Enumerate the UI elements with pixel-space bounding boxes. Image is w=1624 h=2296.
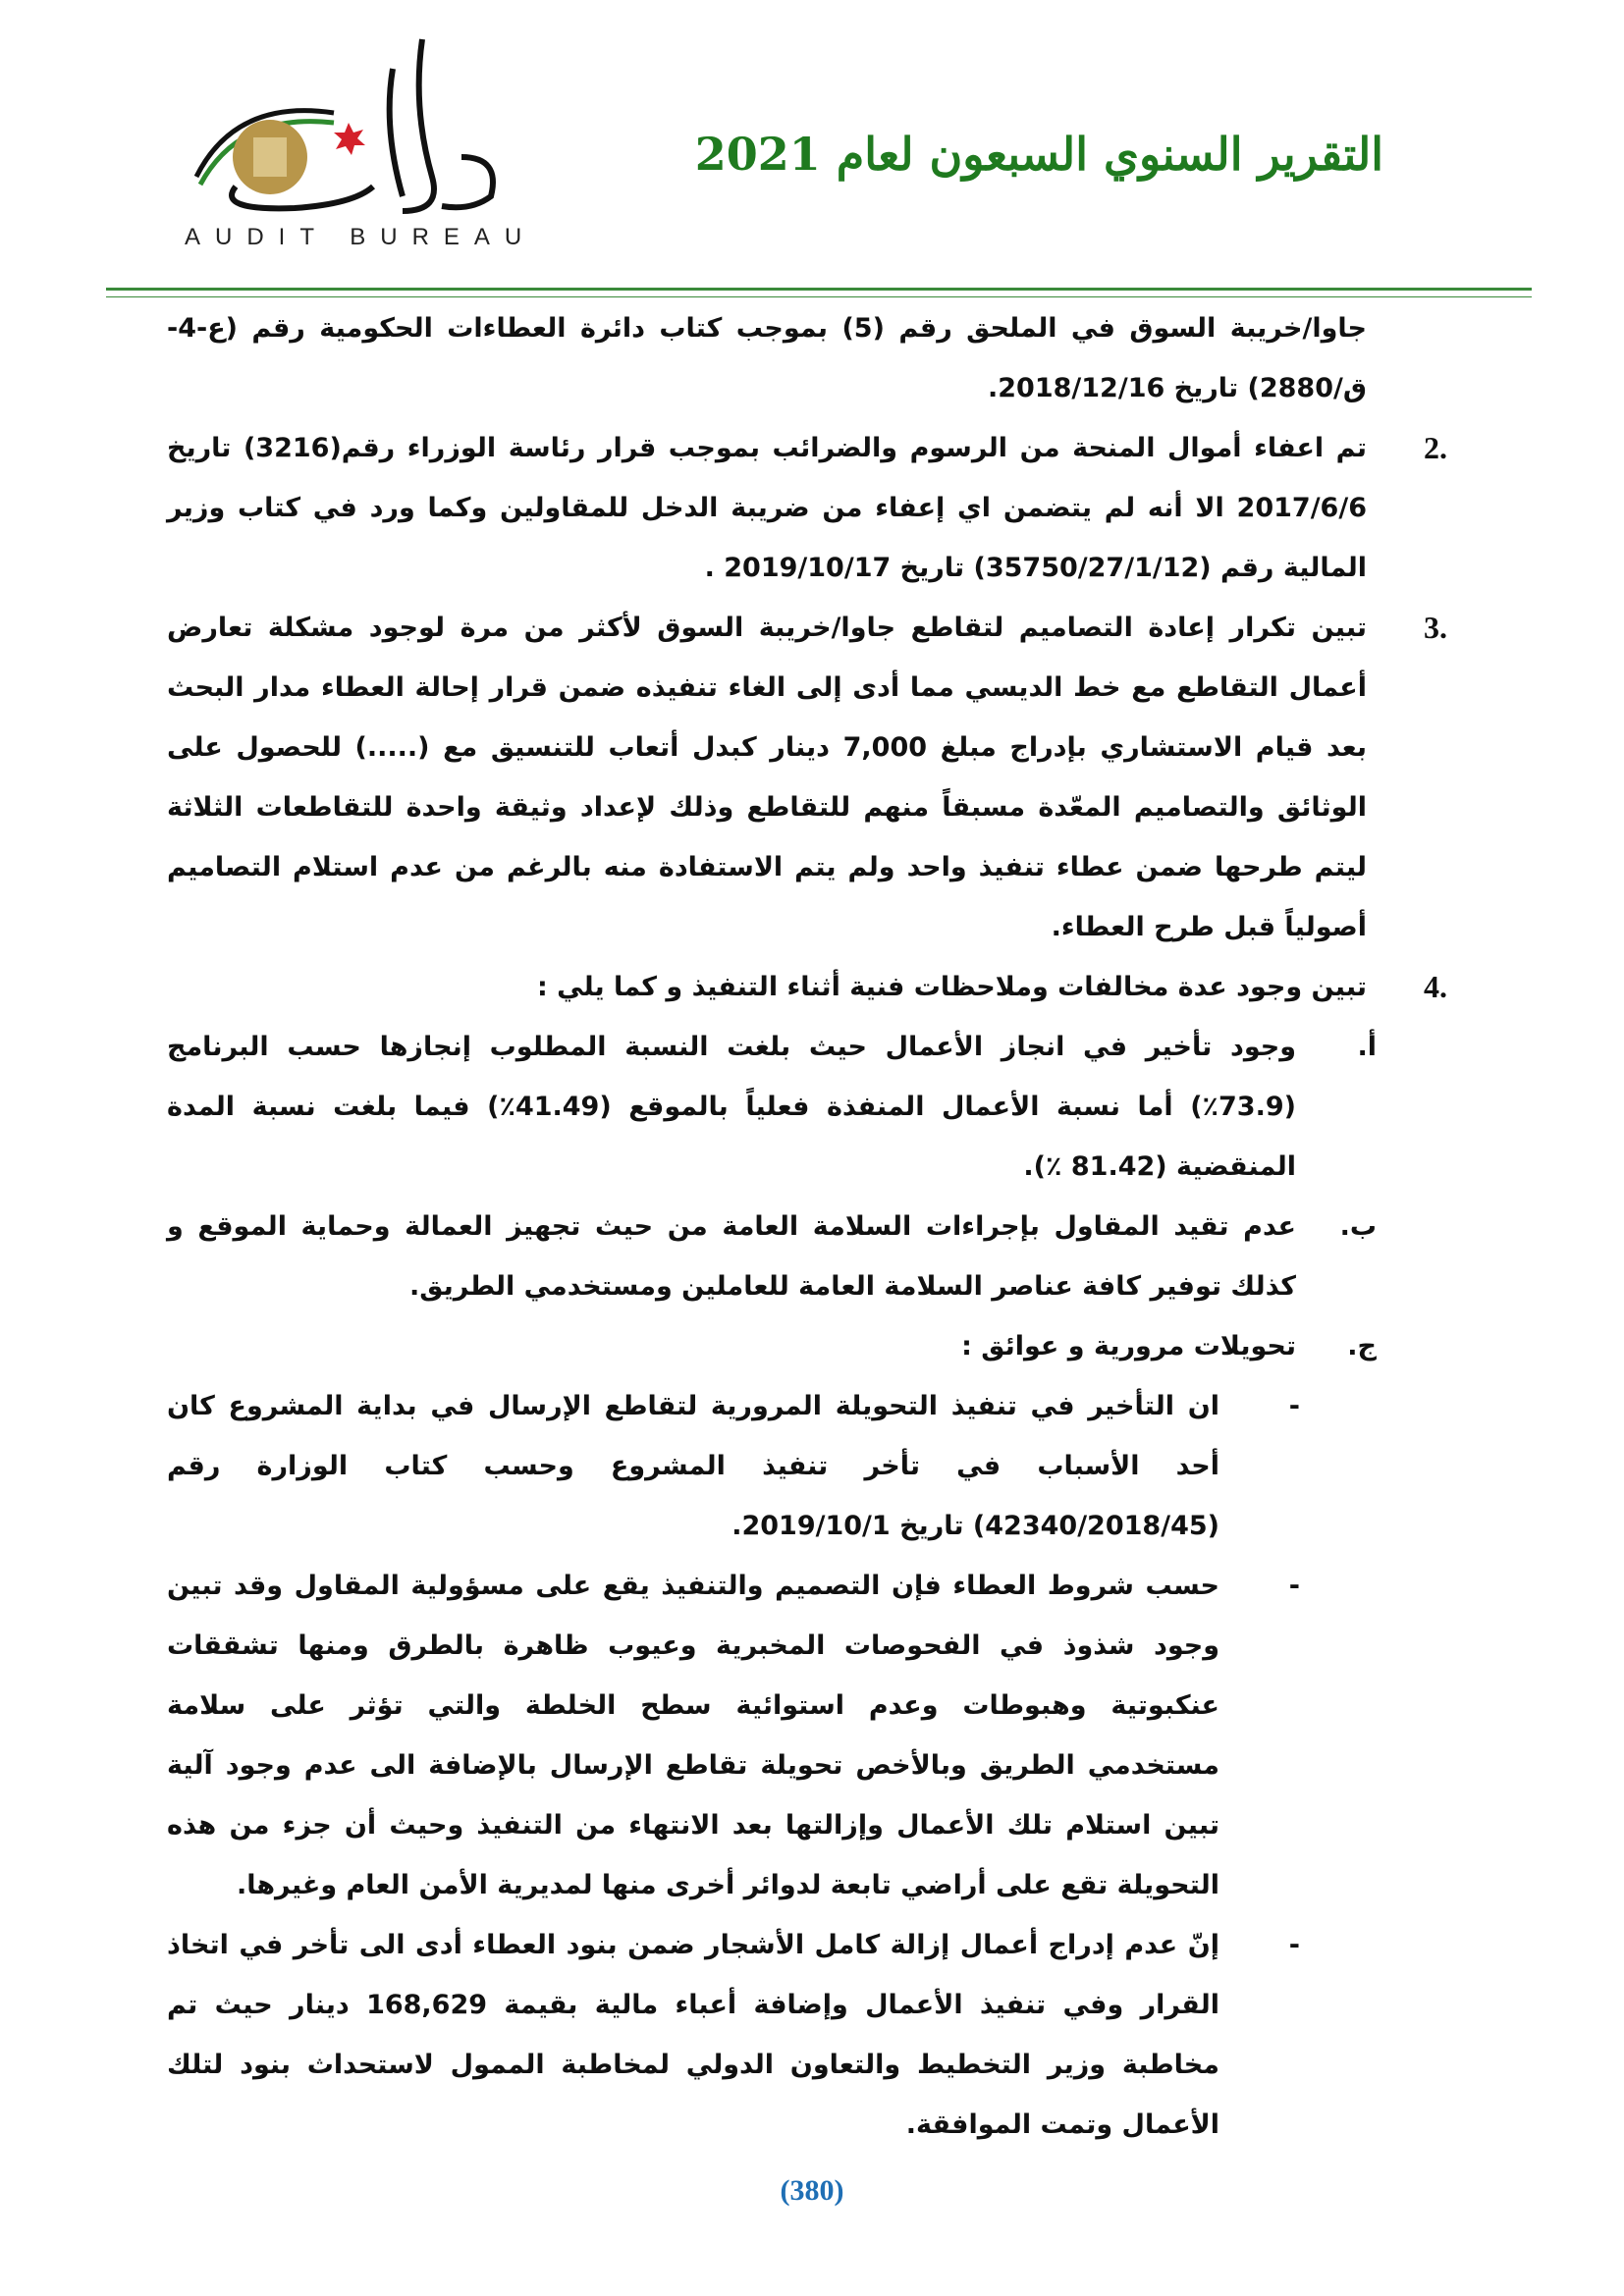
sub-item-marker: ب. bbox=[1339, 1211, 1377, 1242]
list-item-text: تبين وجود عدة مخالفات وملاحظات فنية أثناء التنفيذ و كما يلي : bbox=[536, 972, 1367, 1002]
audit-bureau-logo bbox=[177, 29, 560, 216]
dash-item bbox=[167, 1376, 1447, 1556]
list-item-text: تم اعفاء أموال المنحة من الرسوم والضرائب بموجب قرار رئاسة الوزراء رقم(3216) تاريخ 2017/6/6 الا أنه لم يتضمن اي إعفاء من ضريبة الدخل للمقاولين وكما ورد في كتاب وزير المالية رقم (35750/27/1/12) تاريخ 2019/10/17 . bbox=[167, 433, 1367, 583]
sub-item bbox=[167, 1017, 1447, 1197]
list-item-text: تبين تكرار إعادة التصاميم لتقاطع جاوا/خريبة السوق لأكثر من مرة لوجود مشكلة تعارض أعمال التقاطع مع خط الديسي مما أدى إلى الغاء تنفيذه ضمن قرار إحالة العطاء مدار البحث بعد قيام الاستشاري بإدراج مبلغ 7,000 دينار كبدل أتعاب للتنسيق مع (.....) للحصول على الوثائق والتصاميم المعّدة مسبقاً منهم للتقاطع وذلك لإعداد وثيقة واحدة للتقاطعات الثلاثة ليتم طرحها ضمن عطاء تنفيذ واحد ولم يتم الاستفادة منه بالرغم من عدم استلام التصاميم أصولياً قبل طرح العطاء. bbox=[167, 613, 1368, 942]
dash-marker: - bbox=[1288, 1571, 1300, 1601]
page-header bbox=[0, 0, 1624, 298]
dash-item-text: حسب شروط العطاء فإن التصميم والتنفيذ يقع على مسؤولية المقاول وقد تبين وجود شذوذ في الفحوصات المخبرية وعيوب ظاهرة بالطرق ومنها تشققات عنكبوتية وهبوطات وعدم استوائية سطح الخلطة والتي تؤثر على سلامة مستخدمي الطريق وبالأخص تحويلة تقاطع الإرسال بالإضافة الى عدم وجود آلية تبين استلام تلك الأعمال وإزالتها بعد الانتهاء من التنفيذ وحيث أن جزء من هذه التحويلة تقع على أراضي تابعة لدوائر أخرى منها لمديرية الأمن العام وغيرها. bbox=[167, 1571, 1219, 1900]
dash-item bbox=[167, 1915, 1447, 2155]
dash-item-text: ان التأخير في تنفيذ التحويلة المرورية لتقاطع الإرسال في بداية المشروع كان أحد الأسباب في تأخر تنفيذ المشروع وحسب كتاب الوزارة رقم (42340/2018/45) تاريخ 2019/10/1. bbox=[167, 1391, 1219, 1541]
continuation-paragraph: جاوا/خريبة السوق في الملحق رقم (5) بموجب كتاب دائرة العطاءات الحكومية رقم (ع-4-ق/2880) تاريخ 2018/12/16. bbox=[167, 313, 1367, 403]
list-item bbox=[167, 957, 1447, 1017]
logo-english-text: AUDIT BUREAU bbox=[185, 224, 537, 250]
sub-item-marker: أ. bbox=[1357, 1032, 1377, 1062]
list-item bbox=[167, 598, 1447, 957]
header-divider bbox=[106, 288, 1532, 297]
sub-item bbox=[167, 1316, 1447, 1376]
item-marker: 4. bbox=[1424, 969, 1447, 1004]
dash-marker: - bbox=[1288, 1391, 1300, 1421]
sub-item bbox=[167, 1197, 1447, 1316]
report-title: التقرير السنوي السبعون لعام 2021 bbox=[694, 128, 1383, 181]
page-number: (380) bbox=[780, 2174, 844, 2207]
document-body bbox=[167, 298, 1447, 2155]
continuation-row bbox=[167, 298, 1447, 418]
sub-item-text: عدم تقيد المقاول بإجراءات السلامة العامة من حيث تجهيز العمالة وحماية الموقع و كذلك توفير كافة عناصر السلامة العامة للعاملين ومستخدمي الطريق. bbox=[167, 1211, 1296, 1302]
list-item bbox=[167, 418, 1447, 598]
item-marker: 3. bbox=[1424, 610, 1447, 645]
sub-item-text: تحويلات مرورية و عوائق : bbox=[961, 1331, 1296, 1362]
sub-item-marker: ج. bbox=[1347, 1331, 1377, 1362]
dash-item-text: إنّ عدم إدراج أعمال إزالة كامل الأشجار ضمن بنود العطاء أدى الى تأخر في اتخاذ القرار وفي تنفيذ الأعمال وإضافة أعباء مالية بقيمة 168,629 دينار حيث تم مخاطبة وزير التخطيط والتعاون الدولي لمخاطبة الممول لاستحداث بنود لتلك الأعمال وتمت الموافقة. bbox=[167, 1930, 1219, 2140]
sub-item-text: وجود تأخير في انجاز الأعمال حيث بلغت النسبة المطلوب إنجازها حسب البرنامج (73.9٪) أما نسبة الأعمال المنفذة فعلياً بالموقع (41.49٪) فيما بلغت نسبة المدة المنقضية (81.42 ٪). bbox=[167, 1032, 1296, 1182]
dash-item bbox=[167, 1556, 1447, 1915]
item-marker: 2. bbox=[1424, 430, 1447, 465]
dash-marker: - bbox=[1288, 1930, 1300, 1960]
